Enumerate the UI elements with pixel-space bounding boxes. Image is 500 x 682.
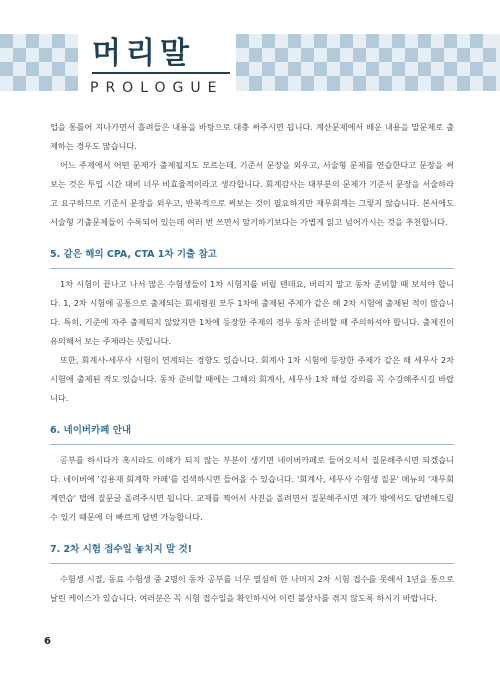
section-divider [50,444,454,445]
section-5-paragraph-1: 1차 시험이 끝나고 나서 많은 수험생들이 1차 시험지를 버릴 텐데요, 버리지 말고 동차 준비할 때 보셔야 합니다. 1, 2차 시험에 공통으로 출제되는 회세평원 모두 1차에 출제된 주제가 같은 해 2차 시험에 출제된 적이 많습니다. 특히, 기준에 자주 출제되지 않았지만 1차에 등장한 주제의 경우 동차 준비할 때 주의하셔야 합니다. 출제진이 유의해서 보는 주제라는 뜻입니다. [50,279,454,346]
page-subtitle: PROLOGUE [90,80,224,96]
section-divider [50,268,454,269]
section-5-heading [50,242,454,269]
checker-pattern-right [236,34,500,91]
section-7-paragraph-1: 수험생 시절, 동료 수험생 중 2명이 동차 공부를 너무 열심히 한 나머지 2차 시험 접수를 못해서 1년을 통으로 날린 케이스가 있습니다. 여러분은 꼭 시험 접수일을 확인하시어 이런 불상사를 겪지 않도록 하시기 바랍니다. [50,574,454,603]
title-rule [92,72,230,74]
header-band [0,0,500,100]
section-title: 5. 같은 해의 CPA, CTA 1차 기출 참고 [50,249,217,260]
section-title: 6. 네이버카페 안내 [50,425,132,436]
intro-paragraph-1: 업을 통틀어 지나가면서 흘려들은 내용을 바탕으로 대충 써주시면 됩니다. 계산문제에서 배운 내용을 말문제로 출제하는 경우도 많습니다. [50,122,454,151]
section-6-paragraph-1: 공부를 하시다가 혹시라도 이해가 되지 않는 부분이 생기면 네이버카페로 들어오셔서 질문해주시면 되겠습니다. 네이버에 '김용재 회계학 카페'를 검색하시면 들어올 수 있습니다. '회계사, 세무사 수험생 질문' 메뉴의 '재무회계연습' 탭에 질문글 올려주시면 됩니다. 교재를 찍어서 사진을 올려면서 질문해주시면 제가 밖에서도 답변해드릴 수 있기 때문에 더 빠르게 답변 가능합니다. [50,455,454,522]
section-6-heading [50,418,454,445]
page-title: 머리말 [92,36,194,71]
page-number: 6 [44,636,51,647]
prologue-body [50,118,454,608]
section-7-heading [50,537,454,564]
section-divider [50,563,454,564]
intro-paragraph-2: 어느 주제에서 어떤 문제가 출제될지도 모르는데, 기준서 문장을 외우고, 서술형 문제를 연습한다고 문장을 써보는 것은 투입 시간 대비 너무 비효율적이라고 생각합니다. 회계감사는 대부분의 문제가 기준서 문장을 서술하라고 요구하므로 기준서 문장을 외우고, 반복적으로 써보는 것이 필요하지만 재무회계는 그렇지 않습니다. 본서에도 서술형 기출문제들이 수록되어 있는데 여러 번 쓰면서 암기하기보다는 가볍게 읽고 넘어가시는 것을 추천합니다. [50,160,454,227]
section-title: 7. 2차 시험 접수일 놓치지 말 것! [50,544,192,555]
section-5-paragraph-2: 또한, 회계사-세무사 시험이 연계되는 경향도 있습니다. 회계사 1차 시험에 등장한 주제가 같은 해 세무사 2차 시험에 출제된 적도 있습니다. 동차 준비할 때에는 그해의 회계사, 세무사 1차 해설 강의를 꼭 수강해주시길 바랍니다. [50,355,454,403]
